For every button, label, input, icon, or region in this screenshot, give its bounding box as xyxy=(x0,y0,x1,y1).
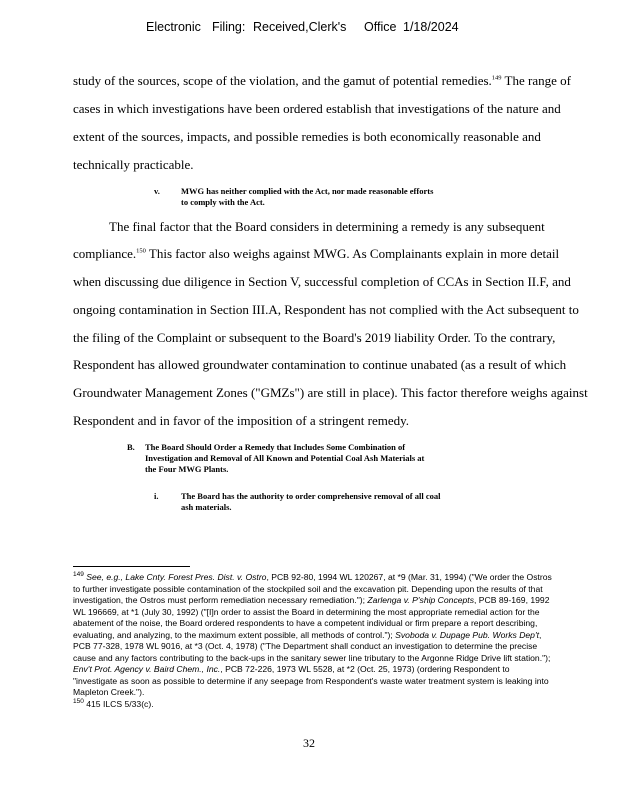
heading-line: The Board has the authority to order comprehensive removal of all coal xyxy=(181,491,441,501)
page-number: 32 xyxy=(303,736,315,750)
body-text: study of the sources, scope of the violation, and the gamut of potential remedies. xyxy=(73,73,492,88)
case-citation: Svoboda v. Dupage Pub. Works Dep't xyxy=(395,629,539,640)
case-citation: Zarlenga v. P'ship Concepts xyxy=(367,595,474,605)
heading-line: the Four MWG Plants. xyxy=(145,464,229,474)
heading-line: ash materials. xyxy=(181,502,232,512)
footnote-150 xyxy=(73,699,553,711)
body-line: ongoing contamination in Section III.A, Respondent has not complied with the Act subsequent to xyxy=(73,302,579,317)
body-line: when discussing due diligence in Section V, successful completion of CCAs in Section II.F, and xyxy=(73,274,571,289)
body-line xyxy=(73,246,578,262)
body-line: cases in which investigations have been ordered establish that investigations of the nature and xyxy=(73,101,561,116)
heading-line: Investigation and Removal of All Known and Potential Coal Ash Materials at xyxy=(145,453,425,463)
heading-number: i. xyxy=(154,491,159,501)
footnote-number: 150 xyxy=(73,697,84,705)
footnote-text: , PCB 89-169, 1992 WL 196669, at *1 (July 30, 1992) ("[I]n order to assist the Board in determining the most appropriate remedial action for the abatement of the noise, the Board ordered respondents to have a competent individual or firm prepare a report describing, evaluating, and analyzing, to the maximum extent possible, all methods of control."); xyxy=(73,595,550,640)
body-line: The final factor that the Board considers in determining a remedy is any subsequent xyxy=(109,219,545,234)
footnote-text: , PCB 72-226, 1973 WL 5528, at *2 (Oct. 25, 1973) (ordering Respondent to "investigate as soon as possible to determine if any seepage from Respondent's waste water treatment system is leaking into Mapleton Creek."). xyxy=(73,664,549,697)
body-line: the filing of the Complaint or subsequent to the Board's 2019 liability Order. To the contrary, xyxy=(73,330,556,345)
heading-line: MWG has neither complied with the Act, nor made reasonable efforts xyxy=(181,186,434,196)
header-office: Office xyxy=(364,20,397,34)
footnote-separator xyxy=(73,566,190,567)
footnote-text: 415 ILCS 5/33(c). xyxy=(83,698,154,709)
body-line: Respondent has allowed groundwater contamination to continue unabated (as a result of which xyxy=(73,357,567,372)
body-line: extent of the sources, impacts, and possible remedies is both economically reasonable and xyxy=(73,129,541,144)
body-line xyxy=(73,73,578,89)
case-citation: See, e.g., Lake Cnty. Forest Pres. Dist. v. Ostro xyxy=(86,572,267,582)
header-filing: Filing: xyxy=(212,20,246,34)
footnotes xyxy=(73,572,553,710)
body-text: compliance. xyxy=(73,246,137,261)
heading-line: to comply with the Act. xyxy=(181,197,265,207)
header-electronic: Electronic xyxy=(146,20,201,34)
footnote-text: , PCB 77-328, 1978 WL 9016, at *3 (Oct. 4, 1978) ("The Department shall conduct an investigation to determine the precise cause and any factors contributing to the back-ups in the sanitary sewer line tributary to the Argonne Ridge Drive lift station."); xyxy=(73,629,551,663)
body-line: Groundwater Management Zones ("GMZs") are still in place). This factor therefore weighs against xyxy=(73,385,588,400)
header-date: 1/18/2024 xyxy=(403,20,459,34)
body-text: This factor also weighs against MWG. As Complainants explain in more detail xyxy=(145,246,560,261)
case-citation: Env't Prot. Agency v. Baird Chem., Inc. xyxy=(73,664,221,674)
footnote-149 xyxy=(73,572,553,699)
header-received: Received,Clerk's xyxy=(253,20,347,34)
body-line: Respondent and in favor of the imposition of a stringent remedy. xyxy=(73,413,410,428)
footnote-ref-150: 150 xyxy=(136,247,146,255)
footnote-ref-149: 149 xyxy=(491,74,502,82)
body-line: technically practicable. xyxy=(73,157,194,172)
heading-number: v. xyxy=(154,186,160,196)
body-text: The range of xyxy=(501,73,571,88)
footnote-text: , PCB 92-80, 1994 WL 120267, at *9 (Mar. 31, 1994) ("We order the Ostros to further investigate possible contamination of the stockpiled soil and the excavation pit. Depending upon the results of that investigation, the Ostros must perform remediation necessary remediation."); xyxy=(73,572,552,605)
heading-number: B. xyxy=(127,442,135,452)
heading-line: The Board Should Order a Remedy that Includes Some Combination of xyxy=(145,442,406,452)
footnote-number: 149 xyxy=(73,571,84,579)
